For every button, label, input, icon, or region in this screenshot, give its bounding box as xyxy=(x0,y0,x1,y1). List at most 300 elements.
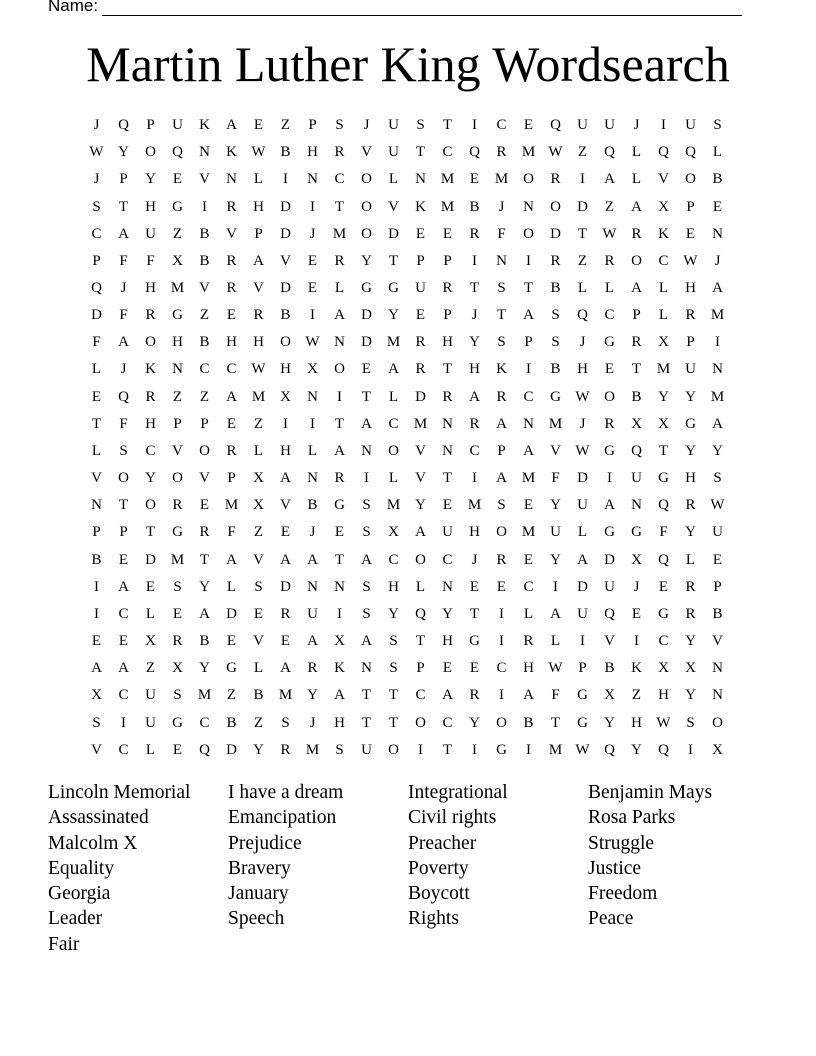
grid-letter: I xyxy=(94,605,99,622)
grid-letter: M xyxy=(386,334,401,351)
grid-letter: A xyxy=(442,687,453,704)
word-list-item: Civil rights xyxy=(408,807,497,829)
grid-letter: A xyxy=(307,633,318,650)
grid-letter: B xyxy=(550,280,561,297)
grid-letter: P xyxy=(173,415,182,432)
grid-letter: H xyxy=(280,361,291,378)
grid-letter: Q xyxy=(658,497,669,514)
grid-letter: A xyxy=(118,334,129,351)
grid-letter: D xyxy=(577,578,588,595)
grid-letter: A xyxy=(523,687,534,704)
grid-letter: A xyxy=(361,415,372,432)
grid-letter: E xyxy=(118,551,129,568)
grid-letter: I xyxy=(499,633,504,650)
grid-letter: E xyxy=(334,524,345,541)
grid-letter: A xyxy=(631,198,642,215)
grid-letter: B xyxy=(523,714,534,731)
grid-letter: V xyxy=(280,497,291,514)
grid-letter: D xyxy=(550,225,561,242)
grid-letter: R xyxy=(145,388,156,405)
grid-letter: W xyxy=(251,144,266,161)
grid-letter: V xyxy=(604,633,615,650)
grid-letter: G xyxy=(658,605,669,622)
grid-letter: B xyxy=(469,198,480,215)
grid-letter: T xyxy=(550,714,561,731)
grid-letter: E xyxy=(631,605,642,622)
word-list-item: Equality xyxy=(48,857,115,879)
grid-letter: E xyxy=(307,252,318,269)
grid-letter: I xyxy=(526,361,531,378)
grid-letter: L xyxy=(91,442,102,459)
grid-letter: A xyxy=(226,551,237,568)
grid-letter: G xyxy=(604,524,615,541)
grid-letter: A xyxy=(226,117,237,134)
grid-letter: I xyxy=(94,578,99,595)
grid-letter: R xyxy=(442,388,453,405)
grid-letter: J xyxy=(471,551,478,568)
name-field xyxy=(48,0,742,16)
grid-letter: L xyxy=(307,442,318,459)
grid-letter: S xyxy=(497,497,506,514)
grid-letter: H xyxy=(469,361,480,378)
grid-letter: M xyxy=(521,144,536,161)
page-title: Martin Luther King Wordsearch xyxy=(86,36,730,92)
grid-letter: F xyxy=(92,334,101,351)
grid-letter: T xyxy=(91,415,102,432)
grid-letter: N xyxy=(172,361,183,378)
grid-letter: Y xyxy=(307,687,318,704)
grid-letter: I xyxy=(310,198,315,215)
grid-letter: D xyxy=(226,605,237,622)
grid-letter: L xyxy=(577,280,588,297)
grid-letter: Y xyxy=(442,605,453,622)
grid-letter: R xyxy=(496,144,507,161)
grid-letter: V xyxy=(415,442,426,459)
grid-letter: T xyxy=(631,361,642,378)
grid-letter: W xyxy=(575,741,590,758)
grid-letter: A xyxy=(631,280,642,297)
grid-letter: P xyxy=(254,225,263,242)
grid-letter: V xyxy=(253,280,264,297)
grid-letter: X xyxy=(604,687,615,704)
grid-letter: D xyxy=(280,280,291,297)
grid-letter: B xyxy=(631,388,642,405)
word-list-item: Malcolm X xyxy=(48,832,138,854)
grid-letter: Q xyxy=(604,741,615,758)
grid-letter: B xyxy=(199,633,210,650)
grid-letter: O xyxy=(415,714,426,731)
grid-letter: V xyxy=(253,551,264,568)
grid-letter: O xyxy=(496,524,507,541)
word-list-item: Justice xyxy=(588,857,642,879)
grid-letter: N xyxy=(523,415,534,432)
grid-letter: S xyxy=(362,578,371,595)
grid-letter: L xyxy=(226,578,237,595)
grid-letter: K xyxy=(631,660,642,677)
grid-letter: T xyxy=(145,524,156,541)
grid-letter: B xyxy=(199,225,210,242)
grid-letter: Y xyxy=(469,714,480,731)
grid-letter: D xyxy=(577,198,588,215)
grid-letter: Q xyxy=(118,388,129,405)
grid-letter: J xyxy=(471,307,478,324)
word-list-item: Struggle xyxy=(588,832,655,854)
grid-letter: X xyxy=(658,334,669,351)
grid-letter: A xyxy=(361,633,372,650)
grid-letter: U xyxy=(577,605,588,622)
grid-letter: G xyxy=(604,334,615,351)
grid-letter: R xyxy=(685,605,696,622)
grid-letter: S xyxy=(389,633,398,650)
grid-letter: H xyxy=(631,714,642,731)
grid-letter: V xyxy=(280,252,291,269)
grid-letter: C xyxy=(442,551,453,568)
grid-letter: O xyxy=(280,334,291,351)
grid-letter: I xyxy=(526,252,531,269)
grid-letter: S xyxy=(335,117,344,134)
grid-letter: A xyxy=(334,687,345,704)
grid-letter: S xyxy=(173,578,182,595)
grid-letter: T xyxy=(577,225,588,242)
word-list-item: Prejudice xyxy=(228,832,302,854)
grid-letter: P xyxy=(497,442,506,459)
grid-letter: I xyxy=(580,633,585,650)
grid-letter: I xyxy=(283,171,288,188)
grid-letter: T xyxy=(442,361,453,378)
grid-letter: E xyxy=(199,497,210,514)
grid-letter: N xyxy=(442,415,453,432)
grid-letter: A xyxy=(577,551,588,568)
grid-letter: H xyxy=(442,334,453,351)
grid-letter: L xyxy=(577,524,588,541)
grid-letter: Z xyxy=(253,524,264,541)
word-list-item: Rosa Parks xyxy=(588,807,676,829)
grid-letter: C xyxy=(199,714,210,731)
grid-letter: A xyxy=(415,524,426,541)
grid-letter: O xyxy=(415,551,426,568)
grid-letter: T xyxy=(469,605,480,622)
grid-letter: E xyxy=(523,551,534,568)
grid-letter: X xyxy=(280,388,291,405)
grid-letter: R xyxy=(415,361,426,378)
grid-letter: J xyxy=(714,252,721,269)
grid-letter: I xyxy=(526,741,531,758)
grid-letter: C xyxy=(658,252,669,269)
grid-letter: M xyxy=(467,497,482,514)
grid-letter: O xyxy=(172,470,183,487)
word-list-item: I have a dream xyxy=(228,782,344,803)
grid-letter: L xyxy=(685,551,696,568)
grid-letter: A xyxy=(199,605,210,622)
grid-letter: Z xyxy=(172,388,183,405)
grid-letter: O xyxy=(550,198,561,215)
grid-letter: O xyxy=(361,225,372,242)
grid-letter: T xyxy=(361,388,372,405)
grid-letter: E xyxy=(91,388,102,405)
grid-letter: R xyxy=(253,307,264,324)
grid-letter: I xyxy=(337,605,342,622)
grid-letter: N xyxy=(334,578,345,595)
grid-letter: H xyxy=(334,714,345,731)
grid-letter: N xyxy=(712,687,723,704)
grid-letter: R xyxy=(685,307,696,324)
grid-letter: U xyxy=(685,361,696,378)
grid-letter: M xyxy=(494,171,509,188)
grid-letter: I xyxy=(472,117,477,134)
grid-letter: C xyxy=(118,741,129,758)
grid-letter: S xyxy=(497,334,506,351)
grid-letter: E xyxy=(523,117,534,134)
grid-letter: B xyxy=(280,144,291,161)
grid-letter: N xyxy=(496,252,507,269)
grid-letter: Q xyxy=(658,144,669,161)
grid-letter: A xyxy=(280,660,291,677)
grid-letter: W xyxy=(575,388,590,405)
grid-letter: O xyxy=(388,442,399,459)
grid-letter: N xyxy=(712,225,723,242)
grid-letter: I xyxy=(310,415,315,432)
grid-letter: B xyxy=(226,714,237,731)
grid-letter: M xyxy=(170,280,185,297)
grid-letter: L xyxy=(388,470,399,487)
grid-letter: Q xyxy=(118,117,129,134)
grid-letter: S xyxy=(362,524,371,541)
grid-letter: J xyxy=(93,117,100,134)
grid-letter: V xyxy=(226,225,237,242)
grid-letter: J xyxy=(633,117,640,134)
grid-letter: A xyxy=(523,307,534,324)
grid-letter: W xyxy=(575,442,590,459)
grid-letter: I xyxy=(661,117,666,134)
grid-letter: F xyxy=(119,307,128,324)
grid-letter: A xyxy=(712,280,723,297)
word-list-item: Bravery xyxy=(228,857,291,879)
grid-letter: O xyxy=(361,171,372,188)
word-list-item: Integrational xyxy=(408,782,508,803)
grid-letter: E xyxy=(226,307,237,324)
grid-letter: Q xyxy=(577,307,588,324)
grid-letter: Q xyxy=(604,144,615,161)
grid-letter: U xyxy=(712,524,723,541)
grid-letter: Y xyxy=(658,388,669,405)
grid-letter: I xyxy=(121,714,126,731)
grid-letter: X xyxy=(253,497,264,514)
grid-letter: C xyxy=(496,117,507,134)
grid-letter: L xyxy=(658,307,669,324)
grid-letter: R xyxy=(280,741,291,758)
grid-letter: F xyxy=(119,415,128,432)
grid-letter: T xyxy=(442,741,453,758)
grid-letter: W xyxy=(602,225,617,242)
grid-letter: X xyxy=(145,633,156,650)
grid-letter: N xyxy=(712,361,723,378)
grid-letter: D xyxy=(388,225,399,242)
grid-letter: F xyxy=(551,687,560,704)
grid-letter: C xyxy=(118,605,129,622)
grid-letter: M xyxy=(197,687,212,704)
grid-letter: P xyxy=(146,117,155,134)
grid-letter: Y xyxy=(712,442,723,459)
grid-letter: H xyxy=(145,280,156,297)
grid-letter: F xyxy=(551,470,560,487)
grid-letter: Z xyxy=(577,252,588,269)
grid-letter: C xyxy=(442,144,453,161)
grid-letter: A xyxy=(604,497,615,514)
grid-letter: Y xyxy=(685,633,696,650)
grid-letter: P xyxy=(416,252,425,269)
grid-letter: S xyxy=(92,714,101,731)
grid-letter: I xyxy=(580,171,585,188)
grid-letter: Z xyxy=(577,144,588,161)
grid-letter: Z xyxy=(253,714,264,731)
grid-letter: P xyxy=(686,334,695,351)
grid-letter: L xyxy=(712,144,723,161)
grid-letter: Q xyxy=(469,144,480,161)
grid-letter: D xyxy=(280,578,291,595)
grid-letter: L xyxy=(145,605,156,622)
grid-letter: G xyxy=(631,524,642,541)
grid-letter: I xyxy=(472,252,477,269)
grid-letter: E xyxy=(712,551,723,568)
grid-letter: U xyxy=(388,144,399,161)
grid-letter: H xyxy=(172,334,183,351)
grid-letter: T xyxy=(388,714,399,731)
grid-letter: X xyxy=(172,252,183,269)
grid-letter: G xyxy=(361,280,372,297)
grid-letter: V xyxy=(550,442,561,459)
grid-letter: L xyxy=(415,578,426,595)
grid-letter: G xyxy=(577,687,588,704)
grid-letter: T xyxy=(334,198,345,215)
grid-letter: L xyxy=(604,280,615,297)
word-list-column xyxy=(588,780,768,957)
grid-letter: S xyxy=(281,714,290,731)
grid-letter: I xyxy=(472,470,477,487)
grid-letter: U xyxy=(550,524,561,541)
grid-letter: U xyxy=(631,470,642,487)
grid-letter: U xyxy=(172,117,183,134)
grid-letter: Z xyxy=(145,660,156,677)
grid-letter: C xyxy=(415,687,426,704)
grid-letter: G xyxy=(172,714,183,731)
grid-letter: R xyxy=(685,578,696,595)
grid-letter: L xyxy=(145,741,156,758)
grid-letter: A xyxy=(253,252,264,269)
grid-letter: B xyxy=(199,334,210,351)
grid-letter: N xyxy=(361,660,372,677)
grid-letter: E xyxy=(469,171,480,188)
grid-letter: Y xyxy=(145,470,156,487)
grid-letter: A xyxy=(280,551,291,568)
grid-letter: T xyxy=(199,551,210,568)
grid-letter: E xyxy=(280,524,291,541)
word-list-item: Poverty xyxy=(408,857,469,879)
grid-letter: I xyxy=(715,334,720,351)
grid-letter: N xyxy=(334,334,345,351)
grid-letter: S xyxy=(254,578,263,595)
word-list-item: Georgia xyxy=(48,883,111,905)
grid-letter: B xyxy=(712,171,723,188)
grid-letter: V xyxy=(388,198,399,215)
grid-letter: T xyxy=(442,117,453,134)
grid-letter: H xyxy=(226,334,237,351)
grid-letter: C xyxy=(523,388,534,405)
grid-letter: Y xyxy=(550,497,561,514)
grid-letter: P xyxy=(632,307,641,324)
grid-letter: H xyxy=(469,524,480,541)
grid-letter: V xyxy=(91,741,102,758)
grid-letter: X xyxy=(91,687,102,704)
grid-letter: X xyxy=(334,633,345,650)
grid-letter: Q xyxy=(91,280,102,297)
grid-letter: E xyxy=(172,171,183,188)
grid-letter: Q xyxy=(658,551,669,568)
grid-letter: M xyxy=(413,415,428,432)
grid-letter: Y xyxy=(685,524,696,541)
grid-letter: Q xyxy=(550,117,561,134)
grid-letter: U xyxy=(361,741,372,758)
grid-letter: P xyxy=(92,252,101,269)
grid-letter: Y xyxy=(550,551,561,568)
grid-letter: K xyxy=(226,144,237,161)
grid-letter: S xyxy=(713,470,722,487)
grid-letter: W xyxy=(548,144,563,161)
grid-letter: S xyxy=(173,687,182,704)
grid-letter: I xyxy=(364,470,369,487)
grid-letter: Q xyxy=(199,741,210,758)
grid-letter: G xyxy=(685,415,696,432)
grid-letter: U xyxy=(388,117,399,134)
grid-letter: B xyxy=(253,687,264,704)
grid-letter: O xyxy=(712,714,723,731)
grid-letter: A xyxy=(334,307,345,324)
grid-letter: V xyxy=(658,171,669,188)
grid-letter: E xyxy=(604,361,615,378)
grid-letter: R xyxy=(334,252,345,269)
grid-letter: Y xyxy=(199,578,210,595)
grid-letter: X xyxy=(307,361,318,378)
word-list-column xyxy=(48,780,228,957)
grid-letter: O xyxy=(685,171,696,188)
grid-letter: G xyxy=(577,714,588,731)
grid-letter: U xyxy=(145,687,156,704)
grid-letter: Y xyxy=(415,497,426,514)
word-list-item: Benjamin Mays xyxy=(588,782,713,803)
grid-letter: A xyxy=(118,225,129,242)
grid-letter: U xyxy=(577,497,588,514)
grid-letter: C xyxy=(442,714,453,731)
grid-letter: R xyxy=(604,415,615,432)
grid-letter: Y xyxy=(145,171,156,188)
grid-letter: D xyxy=(415,388,426,405)
grid-letter: A xyxy=(496,415,507,432)
grid-letter: Y xyxy=(388,605,399,622)
grid-letter: G xyxy=(496,741,507,758)
grid-letter: B xyxy=(604,660,615,677)
name-underline xyxy=(102,0,742,16)
grid-letter: O xyxy=(604,388,615,405)
grid-letter: E xyxy=(685,225,696,242)
grid-letter: B xyxy=(307,497,318,514)
grid-letter: Q xyxy=(685,144,696,161)
grid-letter: I xyxy=(472,741,477,758)
grid-letter: I xyxy=(688,741,693,758)
grid-letter: O xyxy=(145,144,156,161)
grid-letter: L xyxy=(388,171,399,188)
word-list xyxy=(48,780,768,957)
grid-letter: X xyxy=(388,524,399,541)
grid-letter: D xyxy=(91,307,102,324)
